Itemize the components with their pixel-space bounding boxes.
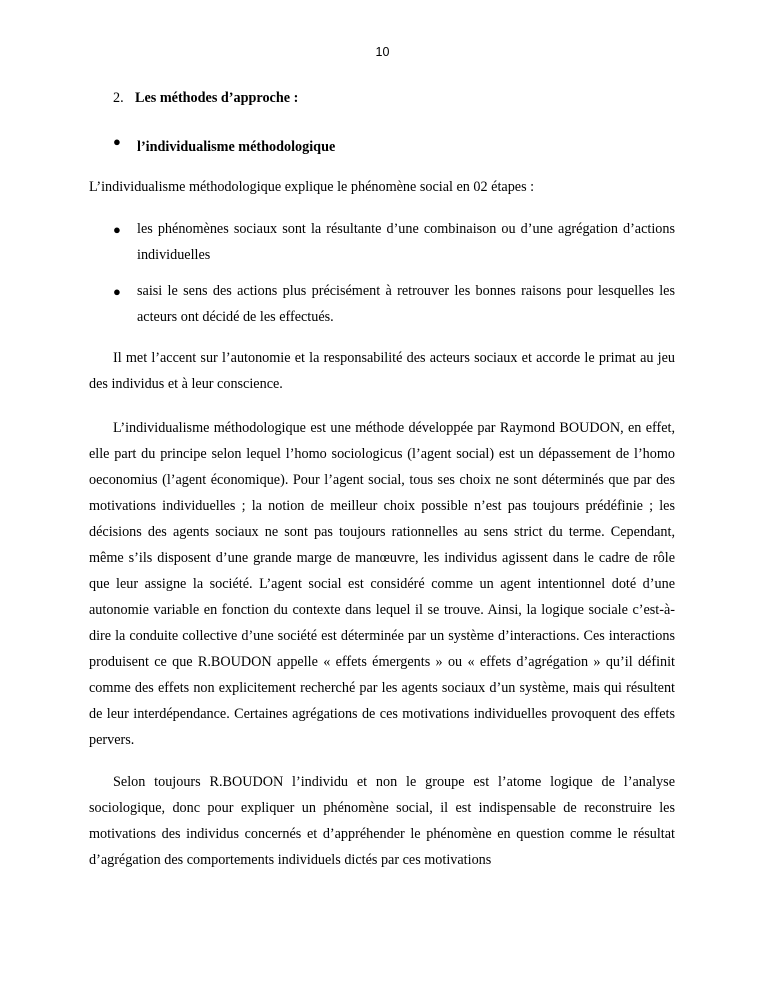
bullet-icon: ● [113, 284, 121, 299]
step-text: les phénomènes sociaux sont la résultante d’une combinaison ou d’une agrégation d’actions individuelles [137, 221, 675, 263]
paragraph: L’individualisme méthodologique est une méthode développée par Raymond BOUDON, en effet, elle part du principe selon lequel l’homo sociologicus (l’agent social) est un dépassement de l’homo oeconomius (l’agent économique). Pour l’agent social, tous ses choix ne sont déterminés que par des motivations individuelles ; la notion de meilleur choix possible n’est pas toujours prédéfinie ; les décisions des agents sociaux ne sont pas toujours rationnelles au sens strict du terme. Cependant, même s’ils disposent d’une grande marge de manœuvre, les individus agissent dans le cadre de rôle que leur assigne la société. L’agent social est considéré comme un agent intentionnel doté d’une autonomie variable en fonction du contexte dans lequel il se trouve. Ainsi, la logique sociale c’est-à-dire la conduite collective d’une société est déterminée par un système d’interactions. Ces interactions produisent ce que R.BOUDON appelle « effets émergents » ou « effets d’agrégation » qu’il définit comme des effets non explicitement recherché par les agents sociaux d’un système, mais qui résultent de leur interdépendance. Certaines agrégations de ces motivations individuelles provoquent des effets pervers. [89, 420, 675, 748]
bullet-icon: ● [113, 222, 121, 237]
step-text: saisi le sens des actions plus précisément à retrouver les bonnes raisons pour lesquelles les acteurs ont décidé de les effectués. [137, 283, 675, 325]
section-title: Les méthodes d’approche : [135, 90, 299, 106]
section-heading [113, 90, 298, 107]
paragraph: Il met l’accent sur l’autonomie et la responsabilité des acteurs sociaux et accorde le primat au jeu des individus et à leur conscience. [89, 350, 675, 392]
subheading-bullet [113, 134, 675, 160]
section-number: 2. [113, 90, 124, 106]
step-item [113, 278, 675, 330]
paragraph: Selon toujours R.BOUDON l’individu et non le groupe est l’atome logique de l’analyse sociologique, donc pour expliquer un phénomène social, il est indispensable de reconstruire les motivations des individus concernés et d’appréhender le phénomène en question comme le résultat d’agrégation des comportements individuels dictés par ces motivations [89, 774, 675, 868]
subheading-text: l’individualisme méthodologique [137, 139, 336, 155]
bullet-icon: ● [113, 134, 121, 149]
intro-line: L’individualisme méthodologique explique le phénomène social en 02 étapes : [89, 179, 535, 195]
page-number: 10 [375, 45, 390, 59]
step-item [113, 216, 675, 268]
